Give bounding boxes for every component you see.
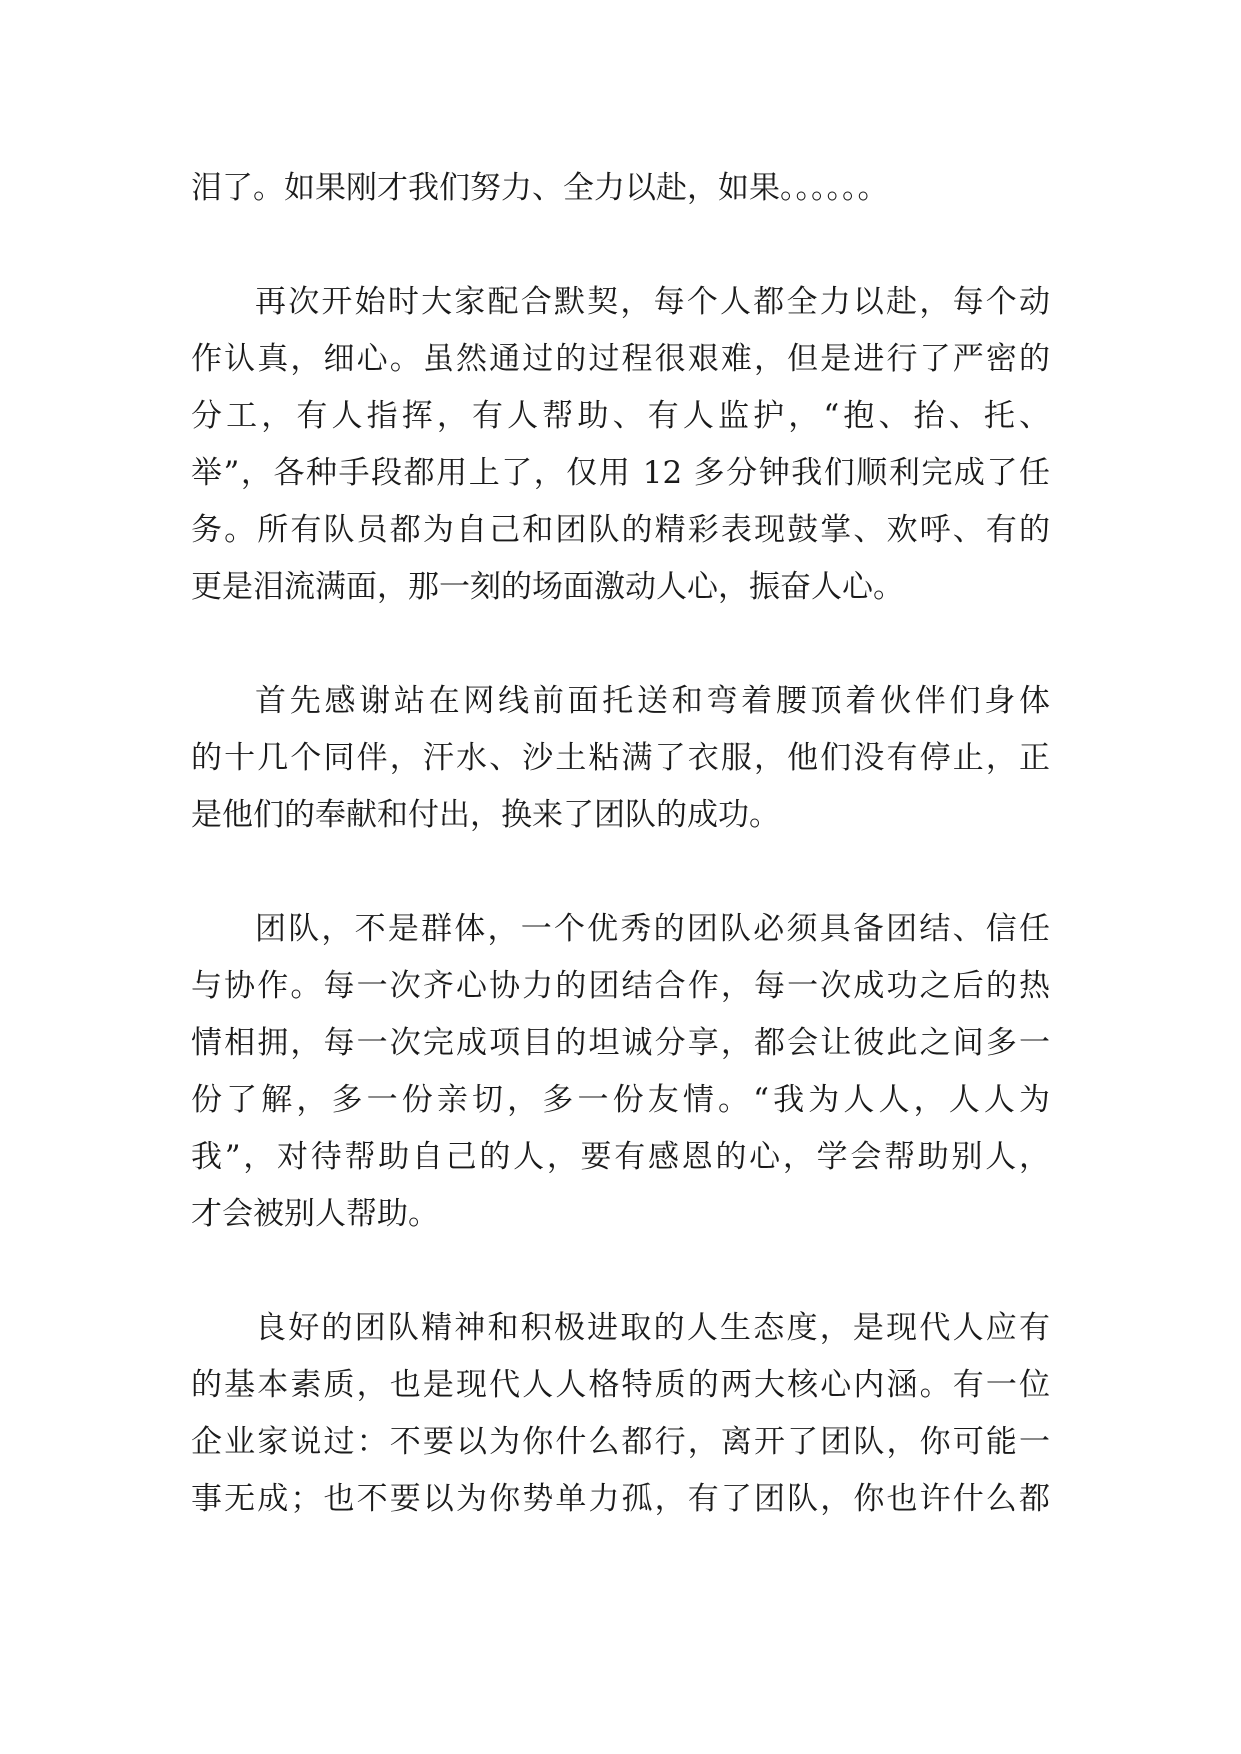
paragraph (191, 673, 1050, 844)
text-line: 再次开始时大家配合默契，每个人都全力以赴，每个动 (255, 284, 1050, 320)
text-line: 分工，有人指挥，有人帮助、有人监护，“抱、抬、托、 (191, 398, 1050, 434)
text-line: 良好的团队精神和积极进取的人生态度，是现代人应有 (255, 1310, 1050, 1346)
text-line: 我”，对待帮助自己的人，要有感恩的心，学会帮助别人， (191, 1139, 1050, 1175)
document-body (191, 160, 1050, 1585)
text-line: 的十几个同伴，汗水、沙土粘满了衣服，他们没有停止，正 (191, 740, 1050, 776)
text-line: 泪了。如果刚才我们努力、全力以赴，如果。。。。。。 (191, 170, 889, 206)
text-line: 作认真，细心。虽然通过的过程很艰难，但是进行了严密的 (191, 341, 1050, 377)
text-line: 情相拥，每一次完成项目的坦诚分享，都会让彼此之间多一 (191, 1025, 1050, 1061)
text-line: 与协作。每一次齐心协力的团结合作，每一次成功之后的热 (191, 968, 1050, 1004)
text-line: 事无成；也不要以为你势单力孤，有了团队，你也许什么都 (191, 1481, 1050, 1517)
paragraph (191, 274, 1050, 616)
text-line: 更是泪流满面，那一刻的场面激动人心，振奋人心。 (191, 569, 904, 605)
text-line: 举”，各种手段都用上了，仅用 12 多分钟我们顺利完成了任 (191, 455, 1050, 491)
paragraph (191, 901, 1050, 1243)
text-line: 的基本素质，也是现代人人格特质的两大核心内涵。有一位 (191, 1367, 1050, 1403)
paragraph (191, 160, 1050, 217)
text-line: 企业家说过：不要以为你什么都行，离开了团队，你可能一 (191, 1424, 1050, 1460)
text-line: 是他们的奉献和付出，换来了团队的成功。 (191, 797, 780, 833)
text-line: 团队，不是群体，一个优秀的团队必须具备团结、信任 (255, 911, 1050, 947)
text-line: 务。所有队员都为自己和团队的精彩表现鼓掌、欢呼、有的 (191, 512, 1050, 548)
text-line: 才会被别人帮助。 (191, 1196, 439, 1232)
text-line: 首先感谢站在网线前面托送和弯着腰顶着伙伴们身体 (255, 683, 1050, 719)
paragraph (191, 1300, 1050, 1528)
text-line: 份了解，多一份亲切，多一份友情。“我为人人，人人为 (191, 1082, 1050, 1118)
